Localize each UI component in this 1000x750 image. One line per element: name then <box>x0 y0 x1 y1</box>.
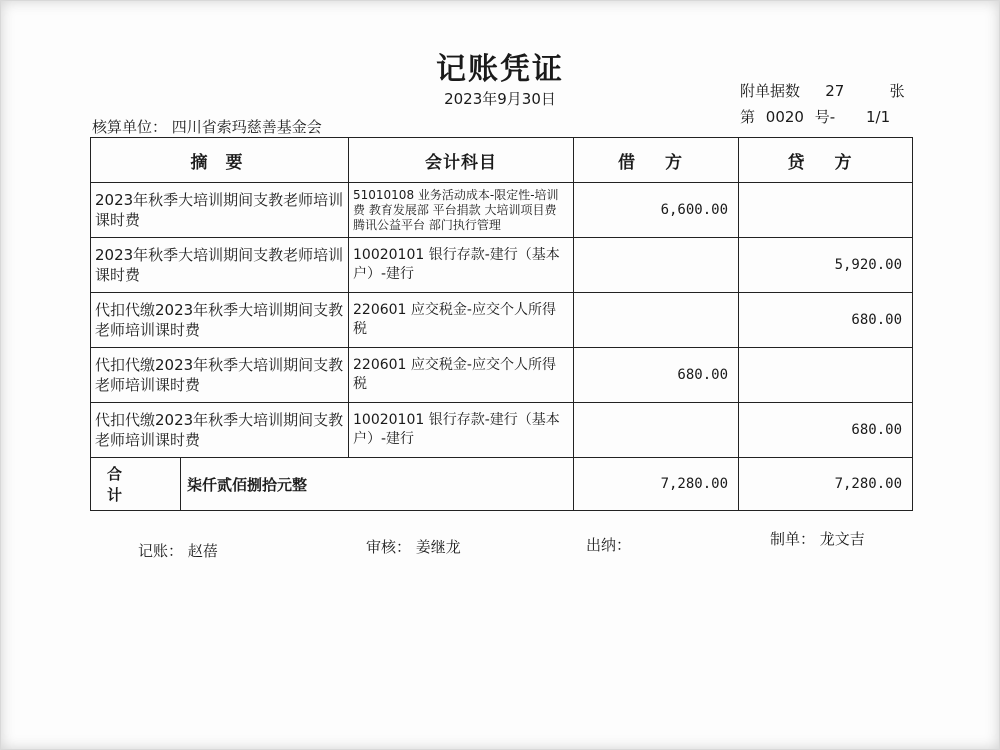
table-row <box>91 238 913 293</box>
row-debit <box>574 293 739 348</box>
row-debit: 6,600.00 <box>574 183 739 238</box>
attachments-unit: 张 <box>889 82 905 100</box>
row-credit: 5,920.00 <box>739 238 913 293</box>
table-row <box>91 403 913 458</box>
attachments-count: 27 <box>825 82 845 100</box>
voucher-number-info <box>740 106 890 127</box>
voucher-no-suffix: 号- <box>814 108 836 126</box>
accounting-unit <box>92 116 322 137</box>
row-subject: 220601 应交税金-应交个人所得税 <box>349 348 574 403</box>
total-row <box>91 458 913 511</box>
total-cell <box>91 458 574 511</box>
signature-bookkeeper <box>138 540 218 561</box>
row-credit: 680.00 <box>739 403 913 458</box>
row-debit <box>574 238 739 293</box>
signature-cashier <box>586 534 631 555</box>
row-summary: 2023年秋季大培训期间支教老师培训课时费 <box>91 238 349 293</box>
row-credit: 680.00 <box>739 293 913 348</box>
signature-preparer <box>770 528 865 549</box>
attachments-label: 附单据数 <box>740 82 801 100</box>
voucher-page: 1/1 <box>865 108 891 126</box>
reviewer-name: 姜继龙 <box>415 538 461 556</box>
row-summary: 代扣代缴2023年秋季大培训期间支教老师培训课时费 <box>91 348 349 403</box>
table-row <box>91 348 913 403</box>
row-subject: 51010108 业务活动成本-限定性-培训费 教育发展部 平台捐款 大培训项目费 腾讯公益平台 部门执行管理 <box>349 183 574 238</box>
row-summary: 2023年秋季大培训期间支教老师培训课时费 <box>91 183 349 238</box>
signature-reviewer <box>366 536 461 557</box>
header-summary: 摘 要 <box>91 138 349 183</box>
total-label: 合 计 <box>91 458 181 510</box>
preparer-label: 制单： <box>770 530 816 548</box>
voucher-title: 记账凭证 <box>436 52 564 87</box>
voucher-date: 2023年9月30日 <box>444 90 556 108</box>
accounting-unit-label: 核算单位： <box>92 118 168 136</box>
row-debit <box>574 403 739 458</box>
row-credit <box>739 183 913 238</box>
header-subject: 会计科目 <box>349 138 574 183</box>
reviewer-label: 审核： <box>366 538 412 556</box>
row-subject: 220601 应交税金-应交个人所得税 <box>349 293 574 348</box>
row-summary: 代扣代缴2023年秋季大培训期间支教老师培训课时费 <box>91 293 349 348</box>
table-header-row <box>91 138 913 183</box>
row-credit <box>739 348 913 403</box>
row-subject: 10020101 银行存款-建行（基本户）-建行 <box>349 403 574 458</box>
voucher-no-prefix: 第 <box>740 108 756 126</box>
cashier-label: 出纳： <box>586 536 632 554</box>
row-subject: 10020101 银行存款-建行（基本户）-建行 <box>349 238 574 293</box>
bookkeeper-name: 赵蓓 <box>187 542 218 560</box>
row-debit: 680.00 <box>574 348 739 403</box>
total-credit: 7,280.00 <box>739 458 913 511</box>
voucher-table <box>90 137 913 511</box>
accounting-unit-name: 四川省索玛慈善基金会 <box>171 118 322 136</box>
header-debit: 借 方 <box>574 138 739 183</box>
table-row <box>91 183 913 238</box>
table-row <box>91 293 913 348</box>
header-credit: 贷 方 <box>739 138 913 183</box>
voucher-no: 0020 <box>765 108 804 126</box>
attachments-info <box>740 80 905 101</box>
total-debit: 7,280.00 <box>574 458 739 511</box>
bookkeeper-label: 记账： <box>138 542 184 560</box>
row-summary: 代扣代缴2023年秋季大培训期间支教老师培训课时费 <box>91 403 349 458</box>
preparer-name: 龙文吉 <box>819 530 865 548</box>
total-amount-in-words: 柒仟贰佰捌拾元整 <box>187 475 308 494</box>
